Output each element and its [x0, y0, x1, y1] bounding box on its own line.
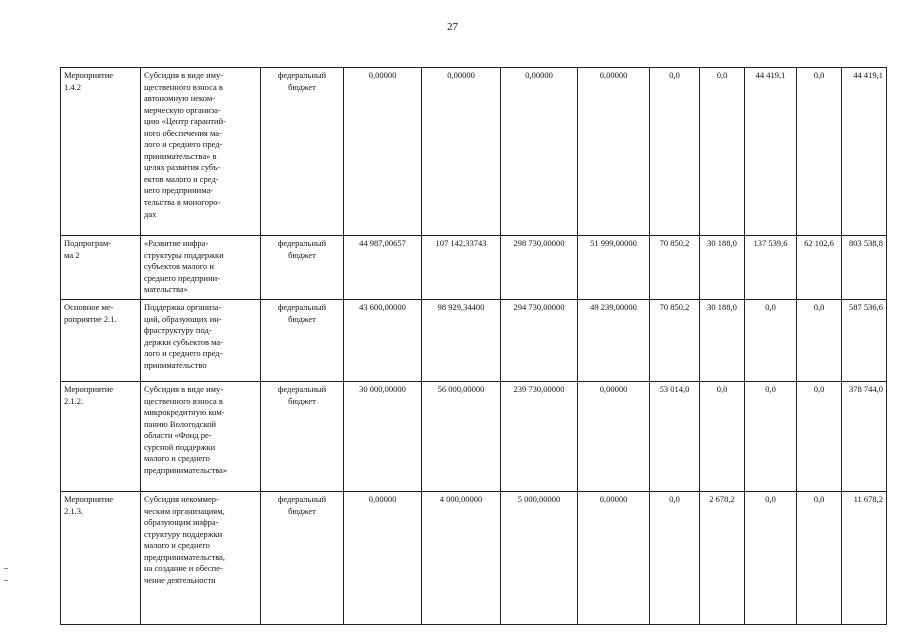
- amount-cell: 0,0: [745, 492, 797, 625]
- amount-cell: 49 239,00000: [578, 300, 650, 382]
- table-row: [61, 236, 887, 300]
- amount-cell: 107 142,33743: [422, 236, 501, 300]
- amount-cell: 0,0: [797, 300, 842, 382]
- amount-cell: 30 188,0: [700, 236, 745, 300]
- table-row: [61, 382, 887, 492]
- amount-cell: 298 730,00000: [501, 236, 578, 300]
- amount-cell: 0,0: [745, 382, 797, 492]
- budget-table: [60, 67, 887, 625]
- amount-cell: 378 744,0: [842, 382, 887, 492]
- amount-cell: 0,0: [700, 68, 745, 236]
- funding-source-cell: федеральный бюджет: [261, 300, 344, 382]
- amount-cell: 98 929,34400: [422, 300, 501, 382]
- amount-cell: 0,0: [650, 492, 700, 625]
- amount-cell: 70 850,2: [650, 236, 700, 300]
- amount-cell: 30 000,00000: [344, 382, 422, 492]
- amount-cell: 70 850,2: [650, 300, 700, 382]
- amount-cell: 0,00000: [578, 492, 650, 625]
- amount-cell: 294 730,00000: [501, 300, 578, 382]
- amount-cell: 5 000,00000: [501, 492, 578, 625]
- amount-cell: 43 600,00000: [344, 300, 422, 382]
- row-description-cell: Субсидия в виде иму- щественного взноса в автономную неком- мерческую организа- цию «Центр гарантий- ного обеспечения ма- лого и среднего пред- принимательства» в целях развития субъ- ектов малого и сред- него предпринима- тельства в моногоро- дах: [141, 68, 261, 236]
- scan-artifact: [4, 580, 8, 581]
- row-name-cell: Мероприятие 1.4.2: [61, 68, 141, 236]
- scan-artifact: [4, 568, 8, 569]
- amount-cell: 62 102,6: [797, 236, 842, 300]
- page-number: 27: [447, 21, 458, 33]
- amount-cell: 239 730,00000: [501, 382, 578, 492]
- row-description-cell: Субсидия некоммер- ческим организациям, образующим инфра- структуру поддержки малого и среднего предпринимательства, на создание и обеспе- чение деятельности: [141, 492, 261, 625]
- row-name-cell: Основное ме- роприятие 2.1.: [61, 300, 141, 382]
- amount-cell: 137 539,6: [745, 236, 797, 300]
- amount-cell: 0,00000: [422, 68, 501, 236]
- funding-source-cell: федеральный бюджет: [261, 492, 344, 625]
- row-name-cell: Мероприятие 2.1.3.: [61, 492, 141, 625]
- funding-source-cell: федеральный бюджет: [261, 68, 344, 236]
- amount-cell: 2 678,2: [700, 492, 745, 625]
- amount-cell: 44 419,1: [842, 68, 887, 236]
- amount-cell: 0,00000: [578, 68, 650, 236]
- amount-cell: 44 419,1: [745, 68, 797, 236]
- amount-cell: 0,00000: [344, 492, 422, 625]
- row-name-cell: Мероприятие 2.1.2.: [61, 382, 141, 492]
- amount-cell: 0,0: [745, 300, 797, 382]
- amount-cell: 0,0: [797, 492, 842, 625]
- amount-cell: 53 014,0: [650, 382, 700, 492]
- amount-cell: 30 188,0: [700, 300, 745, 382]
- amount-cell: 51 999,00000: [578, 236, 650, 300]
- row-name-cell: Подпрограм- ма 2: [61, 236, 141, 300]
- table-row: [61, 300, 887, 382]
- amount-cell: 44 987,00657: [344, 236, 422, 300]
- row-description-cell: Субсидия в виде иму- щественного взноса в микрокредитную ком- панию Вологодской области «Фонд ре- сурсной поддержки малого и среднего предпринимательства»: [141, 382, 261, 492]
- amount-cell: 4 000,00000: [422, 492, 501, 625]
- row-description-cell: «Развитие инфра- структуры поддержки субъектов малого и среднего предприни- мательства»: [141, 236, 261, 300]
- amount-cell: 803 538,8: [842, 236, 887, 300]
- amount-cell: 587 536,6: [842, 300, 887, 382]
- amount-cell: 0,00000: [501, 68, 578, 236]
- amount-cell: 0,00000: [344, 68, 422, 236]
- amount-cell: 0,0: [700, 382, 745, 492]
- funding-source-cell: федеральный бюджет: [261, 236, 344, 300]
- funding-source-cell: федеральный бюджет: [261, 382, 344, 492]
- row-description-cell: Поддержка организа- ций, образующих ин- фраструктуру под- держки субъектов ма- лого и среднего пред- принимательство: [141, 300, 261, 382]
- amount-cell: 0,00000: [578, 382, 650, 492]
- table-row: [61, 68, 887, 236]
- amount-cell: 0,0: [797, 68, 842, 236]
- amount-cell: 56 000,00000: [422, 382, 501, 492]
- table-row: [61, 492, 887, 625]
- amount-cell: 0,0: [797, 382, 842, 492]
- amount-cell: 0,0: [650, 68, 700, 236]
- amount-cell: 11 678,2: [842, 492, 887, 625]
